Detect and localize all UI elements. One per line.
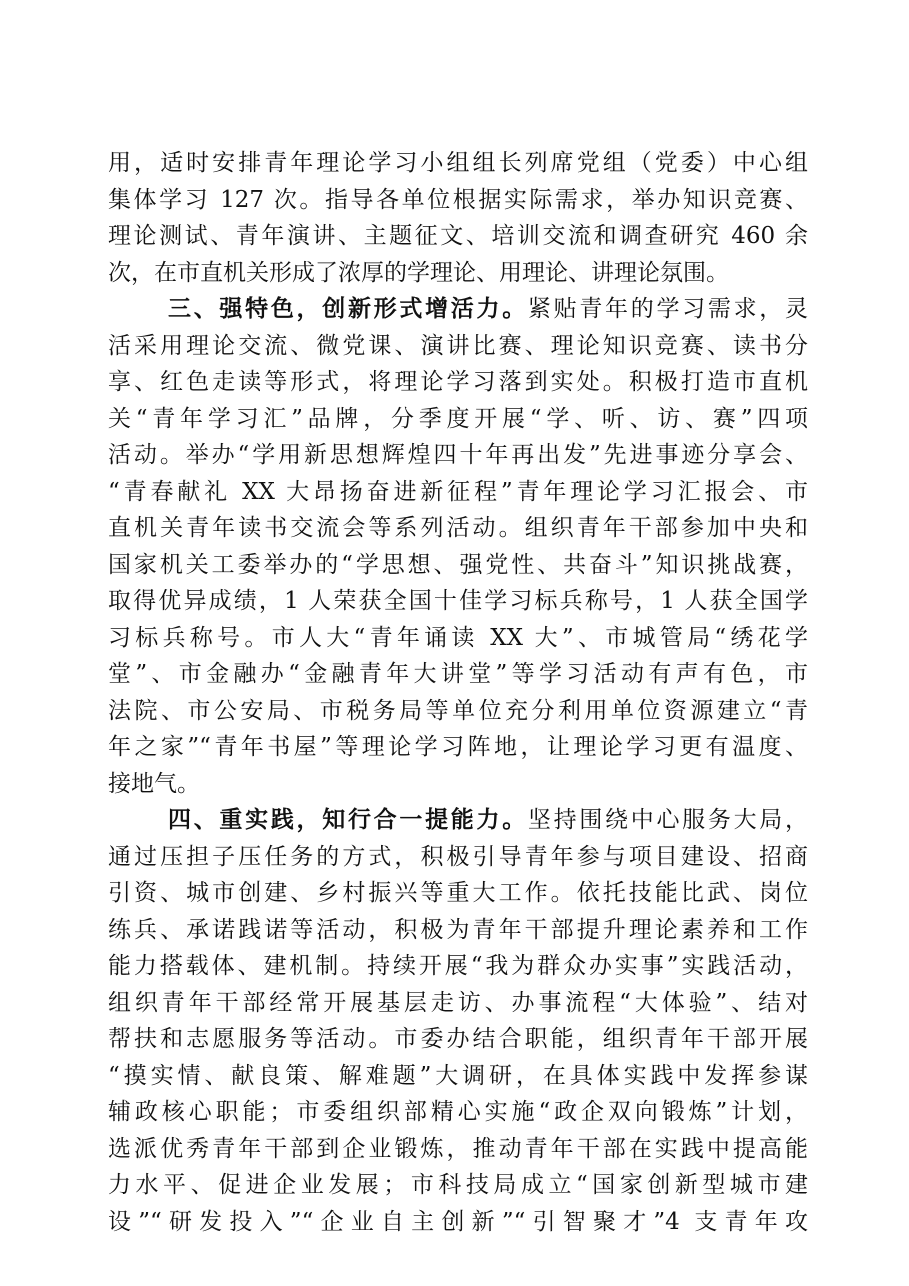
text-line: 组织青年干部经常开展基层走访、办事流程“大体验”、结对: [108, 989, 808, 1016]
text-line: 选派优秀青年干部到企业锻炼，推动青年干部在实践中提高能: [108, 1135, 808, 1162]
text-line: 习标兵称号。市人大“青年诵读 XX 大”、市城管局“绣花学: [108, 624, 808, 651]
text-line: 接地气。: [108, 770, 200, 797]
document-page: [108, 145, 808, 1240]
text-line: 活动。举办“学用新思想辉煌四十年再出发”先进事迹分享会、: [108, 442, 808, 468]
text-fragment: 坚持围绕中心服务大局，: [527, 807, 809, 833]
text-line: 堂”、市金融办“金融青年大讲堂”等学习活动有声有色，市: [108, 661, 808, 687]
section-heading: 四、重实践，知行合一提能力。: [168, 806, 528, 833]
paragraph-first-line: [108, 291, 808, 328]
text-line: 设”“研发投入”“企业自主创新”“引智聚才”4 支青年攻: [108, 1208, 808, 1235]
text-line: 集体学习 127 次。指导各单位根据实际需求，举办知识竞赛、: [108, 186, 808, 213]
text-line: 享、红色走读等形式，将理论学习落到实处。积极打造市直机: [108, 369, 808, 395]
text-line: 练兵、承诺践诺等活动，积极为青年干部提升理论素养和工作: [108, 916, 808, 943]
text-line: “摸实情、献良策、解难题”大调研，在具体实践中发挥参谋: [108, 1062, 808, 1089]
text-line: 能力搭载体、建机制。持续开展“我为群众办实事”实践活动，: [108, 953, 808, 979]
paragraph-2: [108, 291, 808, 802]
text-line: 帮扶和志愿服务等活动。市委办结合职能，组织青年干部开展: [108, 1026, 808, 1052]
text-line: 引资、城市创建、乡村振兴等重大工作。依托技能比武、岗位: [108, 880, 808, 906]
text-line: 法院、市公安局、市税务局等单位充分利用单位资源建立“青: [108, 697, 808, 724]
text-line: 辅政核心职能；市委组织部精心实施“政企双向锻炼”计划，: [108, 1099, 808, 1125]
text-fragment: 紧贴青年的学习需求，灵: [527, 296, 809, 322]
text-line: 次，在市直机关形成了浓厚的学理论、用理论、讲理论氛围。: [108, 259, 729, 286]
paragraph-3: [108, 802, 808, 1240]
text-line: 年之家”“青年书屋”等理论学习阵地，让理论学习更有温度、: [108, 734, 808, 760]
text-line: 理论测试、青年演讲、主题征文、培训交流和调查研究 460 余: [108, 223, 808, 249]
paragraph-1: [108, 145, 808, 291]
text-line: 活采用理论交流、微党课、演讲比赛、理论知识竞赛、读书分: [108, 332, 808, 359]
text-line: 国家机关工委举办的“学思想、强党性、共奋斗”知识挑战赛，: [108, 551, 808, 578]
text-line: 力水平、促进企业发展；市科技局成立“国家创新型城市建: [108, 1172, 808, 1198]
text-line: “青春献礼 XX 大昂扬奋进新征程”青年理论学习汇报会、市: [108, 478, 808, 505]
text-line: 直机关青年读书交流会等系列活动。组织青年干部参加中央和: [108, 515, 808, 541]
paragraph-first-line: [108, 802, 808, 839]
text-line: 用，适时安排青年理论学习小组组长列席党组（党委）中心组: [108, 150, 808, 176]
section-heading: 三、强特色，创新形式增活力。: [168, 295, 528, 322]
text-line: 取得优异成绩，1 人荣获全国十佳学习标兵称号，1 人获全国学: [108, 588, 808, 614]
text-line: 关“青年学习汇”品牌，分季度开展“学、听、访、赛”四项: [108, 405, 808, 432]
text-line: 通过压担子压任务的方式，积极引导青年参与项目建设、招商: [108, 843, 808, 870]
